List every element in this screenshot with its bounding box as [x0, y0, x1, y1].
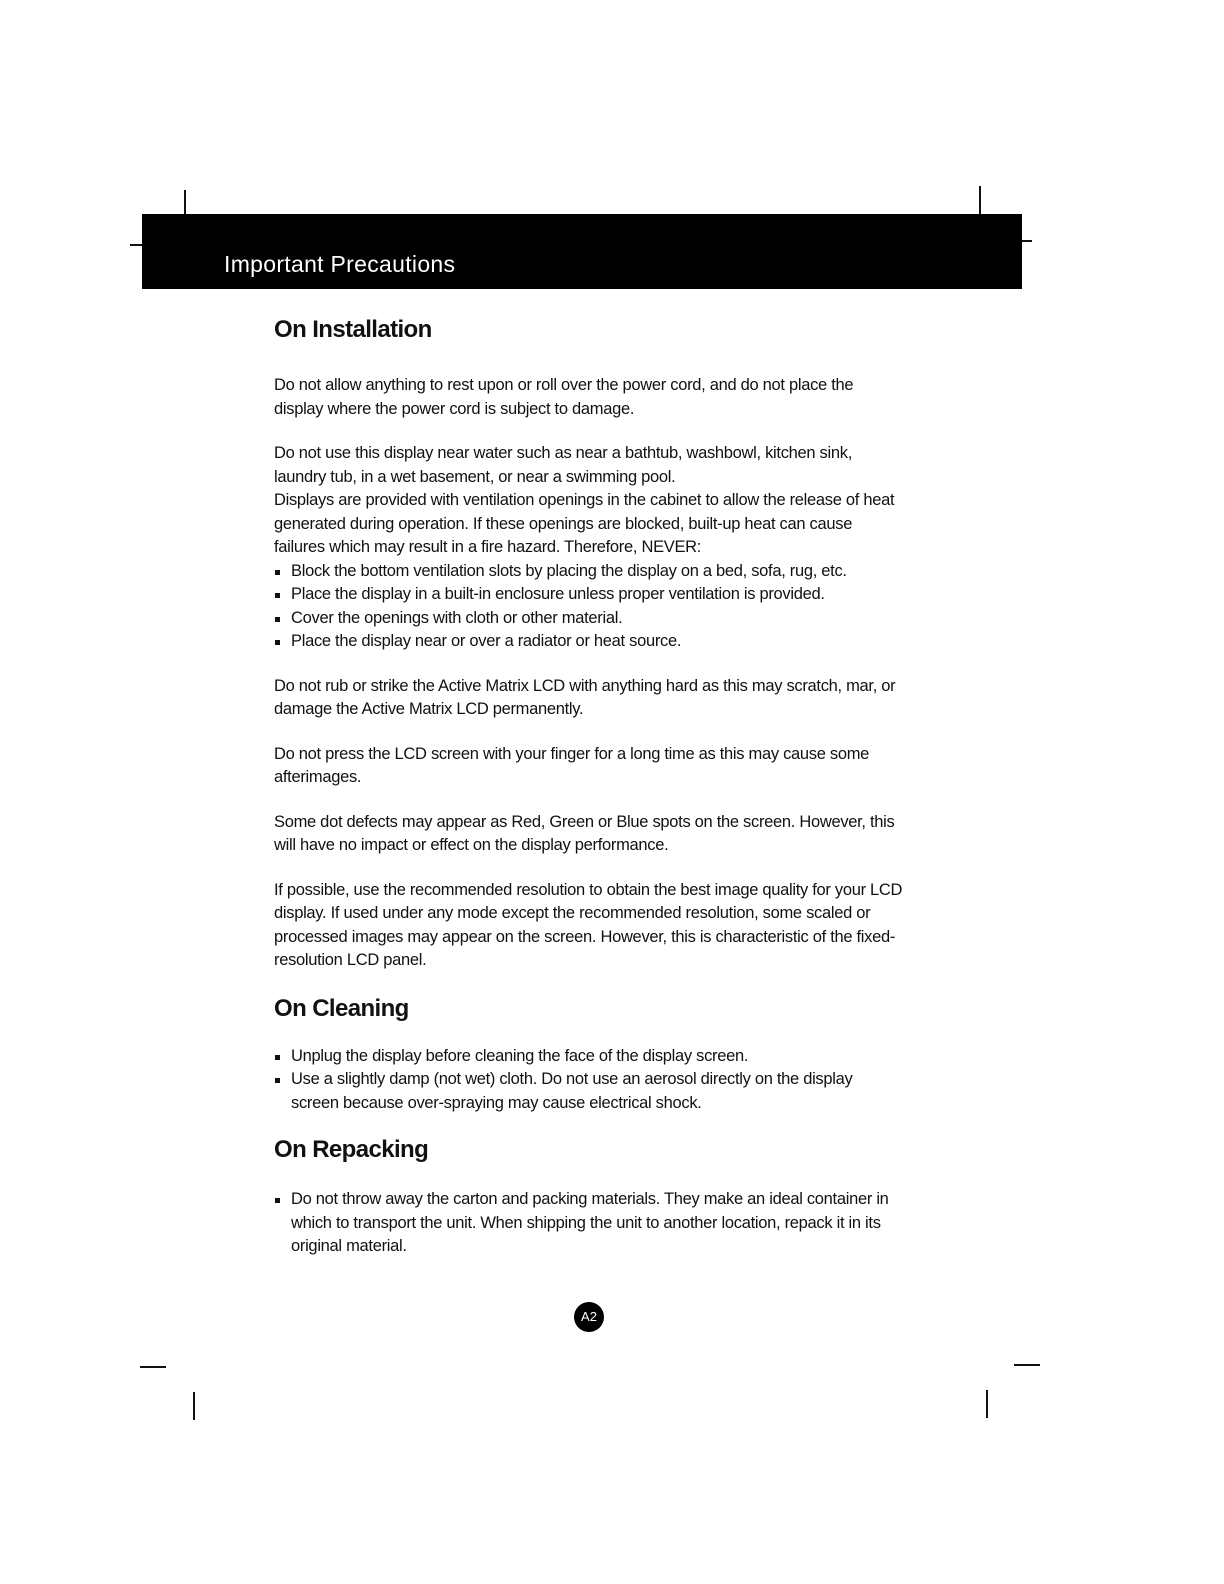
main-content — [274, 316, 904, 1280]
list-item — [274, 1045, 904, 1069]
list-item-text: Block the bottom ventilation slots by placing the display on a bed, sofa, rug, etc. — [291, 561, 847, 580]
section-heading-installation: On Installation — [274, 316, 432, 343]
list-item — [274, 583, 904, 607]
list-item-text: Place the display in a built-in enclosure unless proper ventilation is provided. — [291, 585, 825, 603]
bullet-square-icon — [275, 617, 280, 622]
paragraph-water: Do not use this display near water such as near a bathtub, washbowl, kitchen sink, laundry tub, in a wet basement, or near a swimming pool. — [274, 444, 852, 486]
page-number-badge: A2 — [574, 1302, 604, 1332]
crop-mark-bottom-right-vertical — [986, 1390, 988, 1418]
never-list — [274, 560, 904, 654]
list-item-text: Do not throw away the carton and packing materials. They make an ideal container in which to transport the unit. When shipping the unit to another location, repack it in its original material. — [291, 1190, 889, 1255]
crop-mark-top-right-vertical — [979, 186, 981, 214]
list-item — [274, 607, 904, 631]
section-heading-cleaning: On Cleaning — [274, 994, 409, 1022]
bullet-square-icon — [275, 570, 280, 575]
crop-mark-top-left-horizontal — [130, 244, 142, 246]
paragraph-ventilation: Displays are provided with ventilation openings in the cabinet to allow the release of heat generated during operation. If these openings are blocked, built-up heat can cause failures which may result in a fire hazard. Therefore, NEVER: — [274, 491, 895, 556]
bullet-square-icon — [275, 1198, 280, 1203]
bullet-square-icon — [275, 640, 280, 645]
crop-mark-bottom-left-horizontal — [140, 1366, 166, 1368]
cleaning-list — [274, 1045, 904, 1116]
crop-mark-bottom-right-horizontal — [1014, 1364, 1040, 1366]
header-bar — [142, 214, 1022, 289]
paragraph-resolution: If possible, use the recommended resolution to obtain the best image quality for your LCD display. If used under any mode except the recommended resolution, some scaled or processed images may appear on the screen. However, this is characteristic of the fixed-resolution LCD panel. — [274, 880, 903, 969]
crop-mark-top-right-horizontal — [1022, 240, 1032, 242]
page-title: Important Precautions — [224, 251, 456, 277]
section-heading-repacking: On Repacking — [274, 1136, 429, 1163]
list-item — [274, 560, 904, 584]
list-item — [274, 1188, 904, 1259]
repacking-list — [274, 1188, 904, 1259]
bullet-square-icon — [275, 1078, 280, 1083]
crop-mark-top-left-vertical — [184, 190, 186, 216]
list-item-text: Unplug the display before cleaning the face of the display screen. — [291, 1046, 749, 1065]
paragraph-power-cord: Do not allow anything to rest upon or roll over the power cord, and do not place the display where the power cord is subject to damage. — [274, 376, 854, 418]
list-item-text: Place the display near or over a radiator or heat source. — [291, 632, 682, 650]
paragraph-dot-defects: Some dot defects may appear as Red, Green or Blue spots on the screen. However, this will have no impact or effect on the display performance. — [274, 812, 895, 854]
paragraph-afterimages: Do not press the LCD screen with your finger for a long time as this may cause some afterimages. — [274, 744, 870, 786]
list-item — [274, 1068, 904, 1115]
crop-mark-bottom-left-vertical — [193, 1392, 195, 1420]
list-item-text: Use a slightly damp (not wet) cloth. Do not use an aerosol directly on the display screen because over-spraying may cause electrical shock. — [291, 1070, 853, 1112]
bullet-square-icon — [275, 1055, 280, 1060]
paragraph-active-matrix: Do not rub or strike the Active Matrix LCD with anything hard as this may scratch, mar, or damage the Active Matrix LCD permanently. — [274, 676, 896, 718]
list-item — [274, 630, 904, 654]
bullet-square-icon — [275, 593, 280, 598]
list-item-text: Cover the openings with cloth or other material. — [291, 608, 623, 627]
